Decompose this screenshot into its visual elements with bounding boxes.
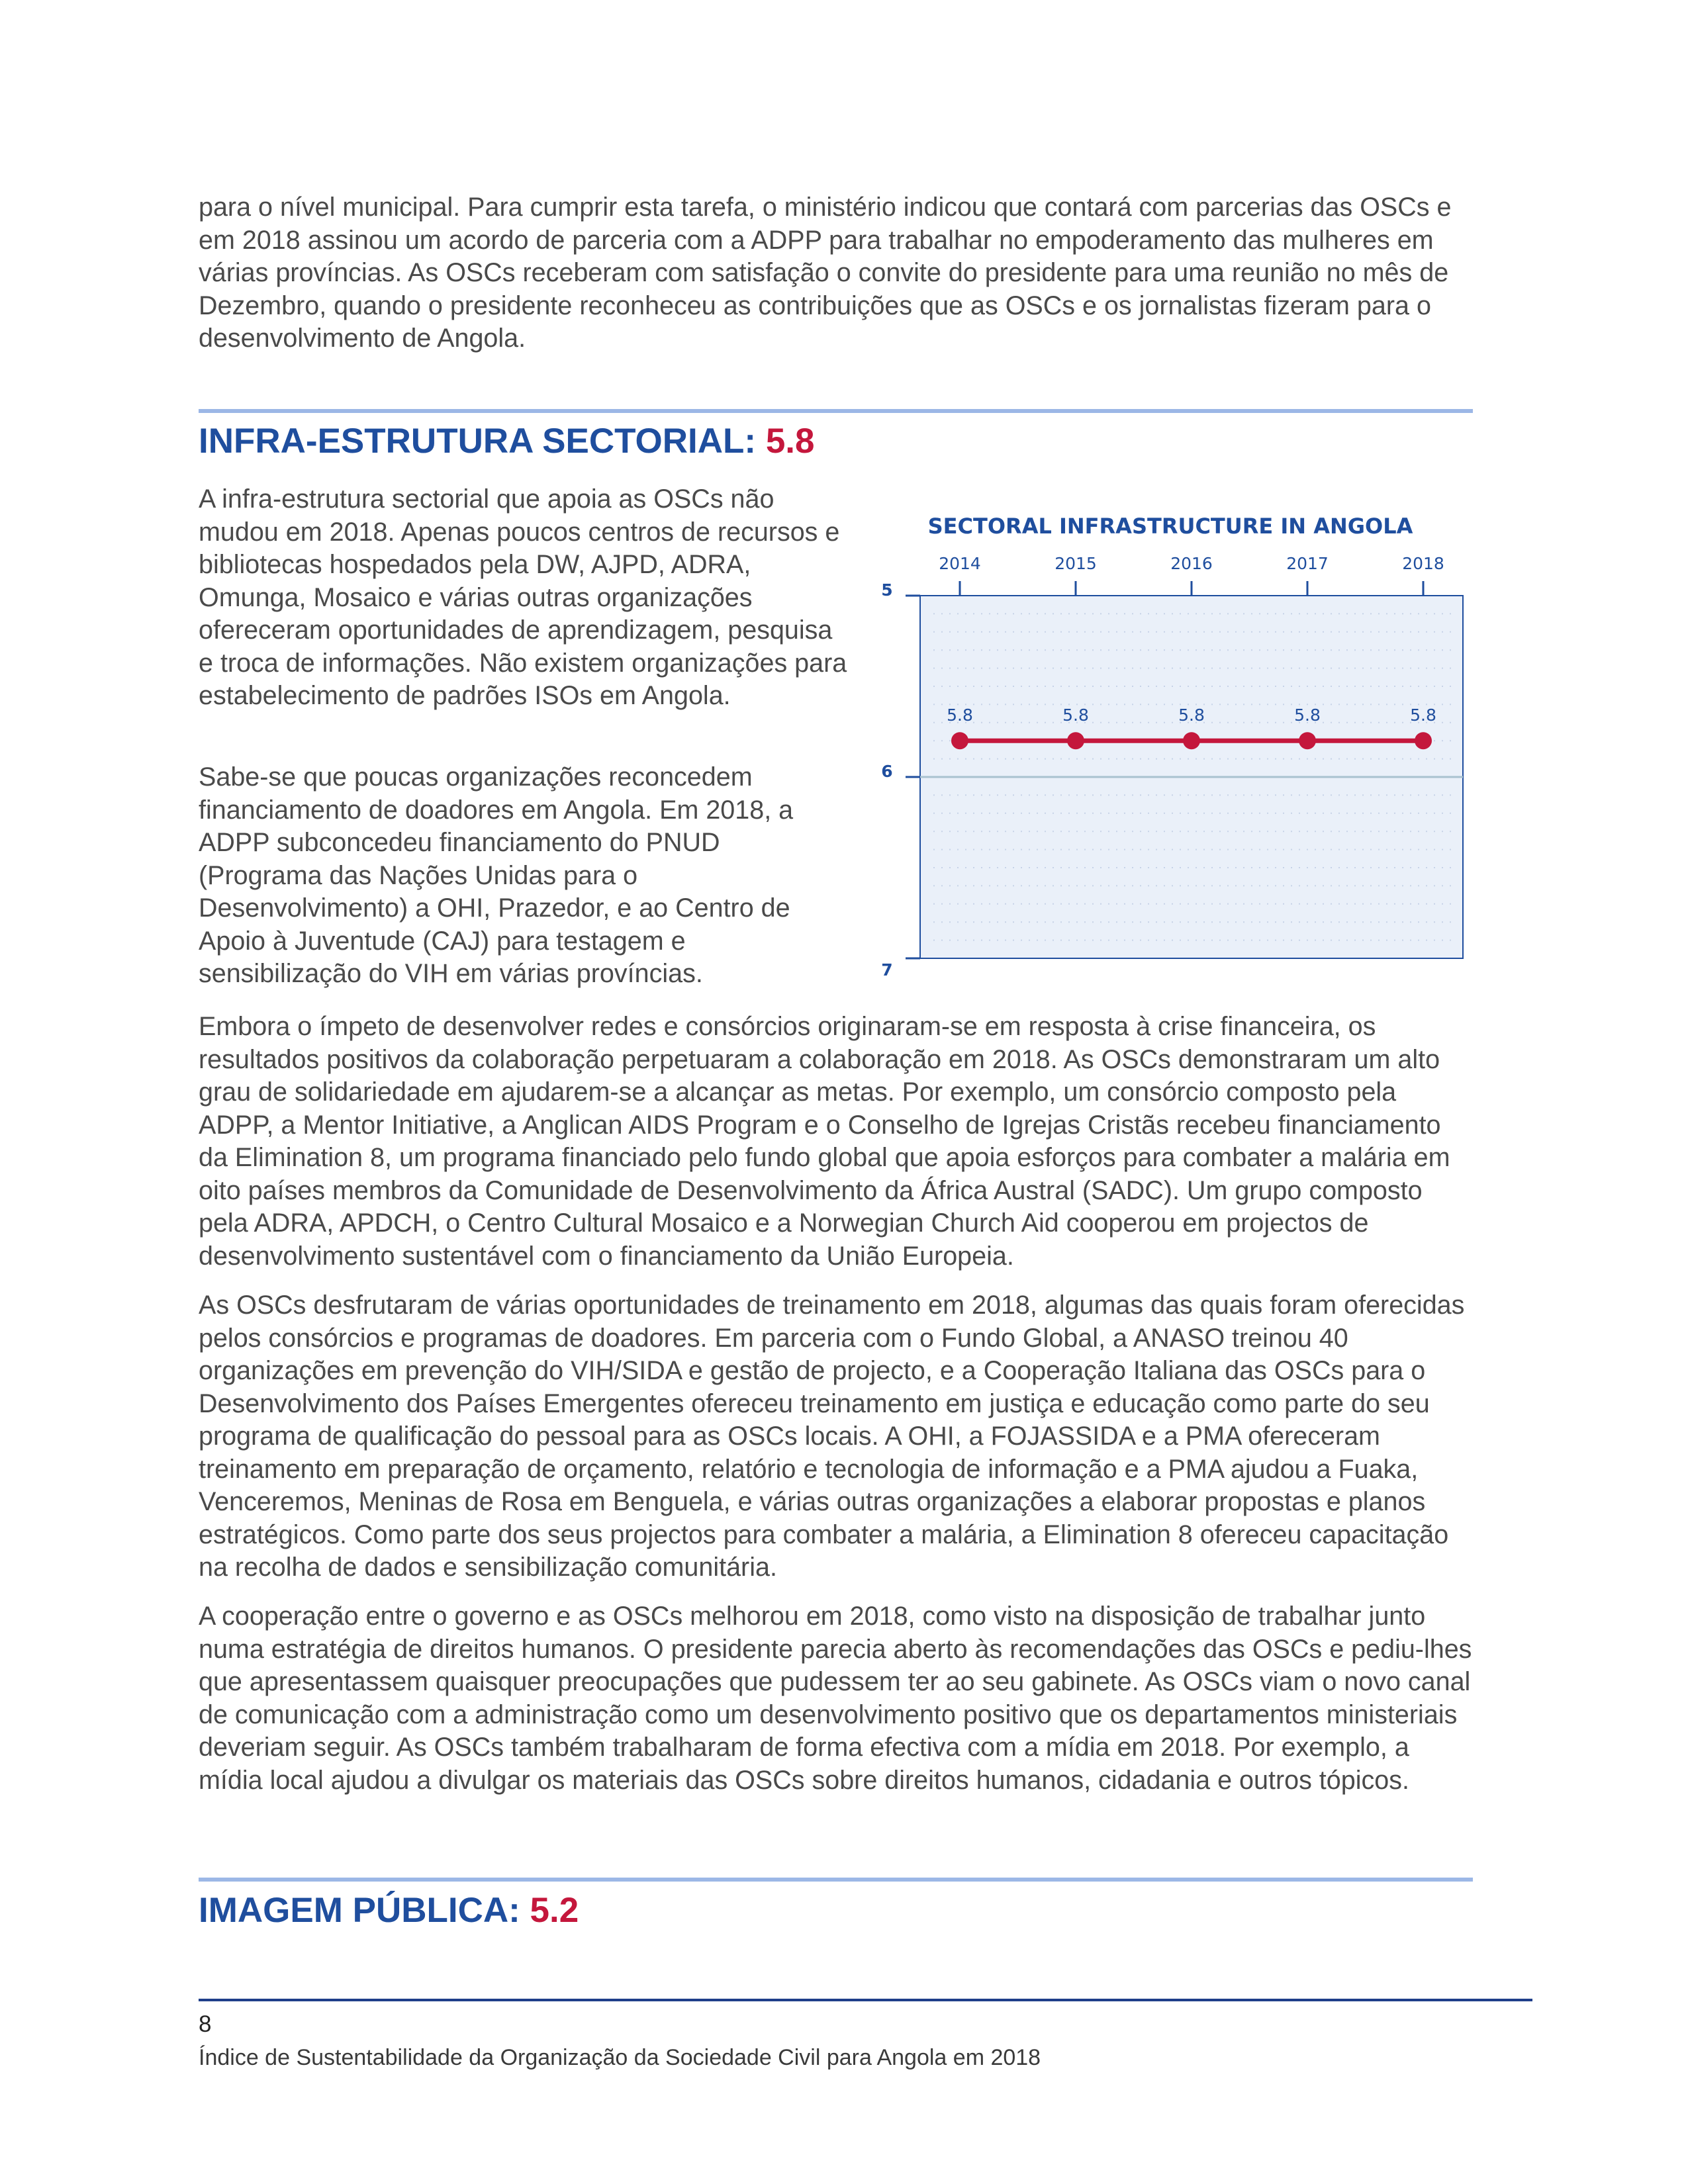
data-point: [1183, 732, 1200, 749]
section-divider: [199, 409, 1473, 413]
data-point: [1299, 732, 1316, 749]
y-tick-label: 5: [881, 580, 893, 600]
x-tick-label: 2016: [1170, 554, 1213, 573]
section-score: 5.8: [765, 422, 815, 461]
infra-paragraph-5: A cooperação entre o governo e as OSCs melhorou em 2018, como visto na disposição de trabalhar junto numa estratégia de direitos humanos. O presidente parecia aberto às recomendações das OSCs e pediu-lhes que apresentassem quaisquer preocupações que pudessem ter ao seu gabinete. As OSCs viam o novo canal de comunicação com a administração como um desenvolvimento positivo que os departamentos ministeriais deveriam seguir. As OSCs também trabalharam de forma efectiva com a mídia em 2018. Por exemplo, a mídia local ajudou a divulgar os materiais das OSCs sobre direitos humanos, cidadania e outros tópicos.: [199, 1602, 1472, 1795]
data-point: [951, 732, 968, 749]
x-axis: [939, 554, 1444, 596]
y-axis: [881, 580, 920, 979]
page-number: 8: [199, 2011, 212, 2037]
section-heading-infra: [199, 420, 815, 463]
data-label: 5.8: [1178, 705, 1205, 725]
footer-divider: [199, 1999, 1532, 2001]
x-tick-label: 2017: [1286, 554, 1329, 573]
intro-paragraph: para o nível municipal. Para cumprir esta tarefa, o ministério indicou que contará com parcerias das OSCs e em 2018 assinou um acordo de parceria com a ADPP para trabalhar no empoderamento das mulheres em várias províncias. As OSCs receberam com satisfação o convite do presidente para uma reunião no mês de Dezembro, quando o presidente reconheceu as contribuições que as OSCs e os jornalistas fizeram para o desenvolvimento de Angola.: [199, 193, 1452, 353]
data-label: 5.8: [1062, 705, 1089, 725]
section-heading-text: INFRA-ESTRUTURA SECTORIAL:: [199, 422, 757, 461]
data-point: [1415, 732, 1432, 749]
infra-paragraph-2: Sabe-se que poucas organizações reconcedem financiamento de doadores em Angola. Em 2018, a ADPP subconcedeu financiamento do PNUD (Programa das Nações Unidas para o Desenvolvimento) a OHI, Prazedor, e ao Centro de Apoio à Juventude (CAJ) para testagem e sensibilização do VIH em várias províncias.: [199, 762, 794, 988]
x-tick-label: 2015: [1055, 554, 1097, 573]
footer-title: Índice de Sustentabilidade da Organização da Sociedade Civil para Angola em 2018: [199, 2045, 1041, 2070]
data-label: 5.8: [1294, 705, 1321, 725]
data-point: [1067, 732, 1084, 749]
x-tick-label: 2018: [1402, 554, 1444, 573]
section-score: 5.2: [530, 1891, 579, 1930]
data-label: 5.8: [1410, 705, 1436, 725]
infra-paragraph-4: As OSCs desfrutaram de várias oportunidades de treinamento em 2018, algumas das quais foram oferecidas pelos consórcios e programas de doadores. Em parceria com o Fundo Global, a ANASO treinou 40 organizações em prevenção do VIH/SIDA e gestão de projecto, e a Cooperação Italiana das OSCs para o Desenvolvimento dos Países Emergentes ofereceu treinamento em justiça e educação como parte do seu programa de qualificação do pessoal para as OSCs locais. A OHI, a FOJASSIDA e a PMA ofereceram treinamento em preparação de orçamento, relatório e tecnologia de informação e a PMA ajudou a Fuaka, Venceremos, Meninas de Rosa em Benguela, e várias outras organizações a elaborar propostas e planos estratégicos. Como parte dos seus projectos para combater a malária, a Elimination 8 ofereceu capacitação na recolha de dados e sensibilização comunitária.: [199, 1291, 1465, 1582]
infra-paragraph-3: Embora o ímpeto de desenvolver redes e consórcios originaram-se em resposta à crise financeira, os resultados positivos da colaboração perpetuaram a colaboração em 2018. As OSCs demonstraram um alto grau de solidariedade em ajudarem-se a alcançar as metas. Por exemplo, um consórcio composto pela ADPP, a Mentor Initiative, a Anglican AIDS Program e o Conselho de Igrejas Cristãs recebeu financiamento da Elimination 8, um programa financiado pelo fundo global que apoia esforços para combater a malária em oito países membros da Comunidade de Desenvolvimento da África Austral (SADC). Um grupo composto pela ADRA, APDCH, o Centro Cultural Mosaico e a Norwegian Church Aid cooperou em projectos de desenvolvimento sustentável com o financiamento da União Europeia.: [199, 1012, 1450, 1271]
section-heading-text: IMAGEM PÚBLICA:: [199, 1891, 520, 1930]
data-label: 5.8: [947, 705, 973, 725]
section-heading-public-image: [199, 1889, 579, 1932]
x-tick-label: 2014: [939, 554, 981, 573]
section-divider: [199, 1878, 1473, 1882]
chart-title: SECTORAL INFRASTRUCTURE IN ANGOLA: [927, 514, 1413, 539]
y-tick-label: 6: [881, 762, 893, 781]
infra-paragraph-1: A infra-estrutura sectorial que apoia as OSCs não mudou em 2018. Apenas poucos centros de recursos e bibliotecas hospedados pela DW, AJPD, ADRA, Omunga, Mosaico e várias outras organizações ofereceram oportunidades de aprendizagem, pesquisa e troca de informações. Não existem organizações para estabelecimento de padrões ISOs em Angola.: [199, 484, 847, 710]
sectoral-infrastructure-chart: [854, 503, 1476, 979]
y-tick-label: 7: [881, 960, 893, 979]
